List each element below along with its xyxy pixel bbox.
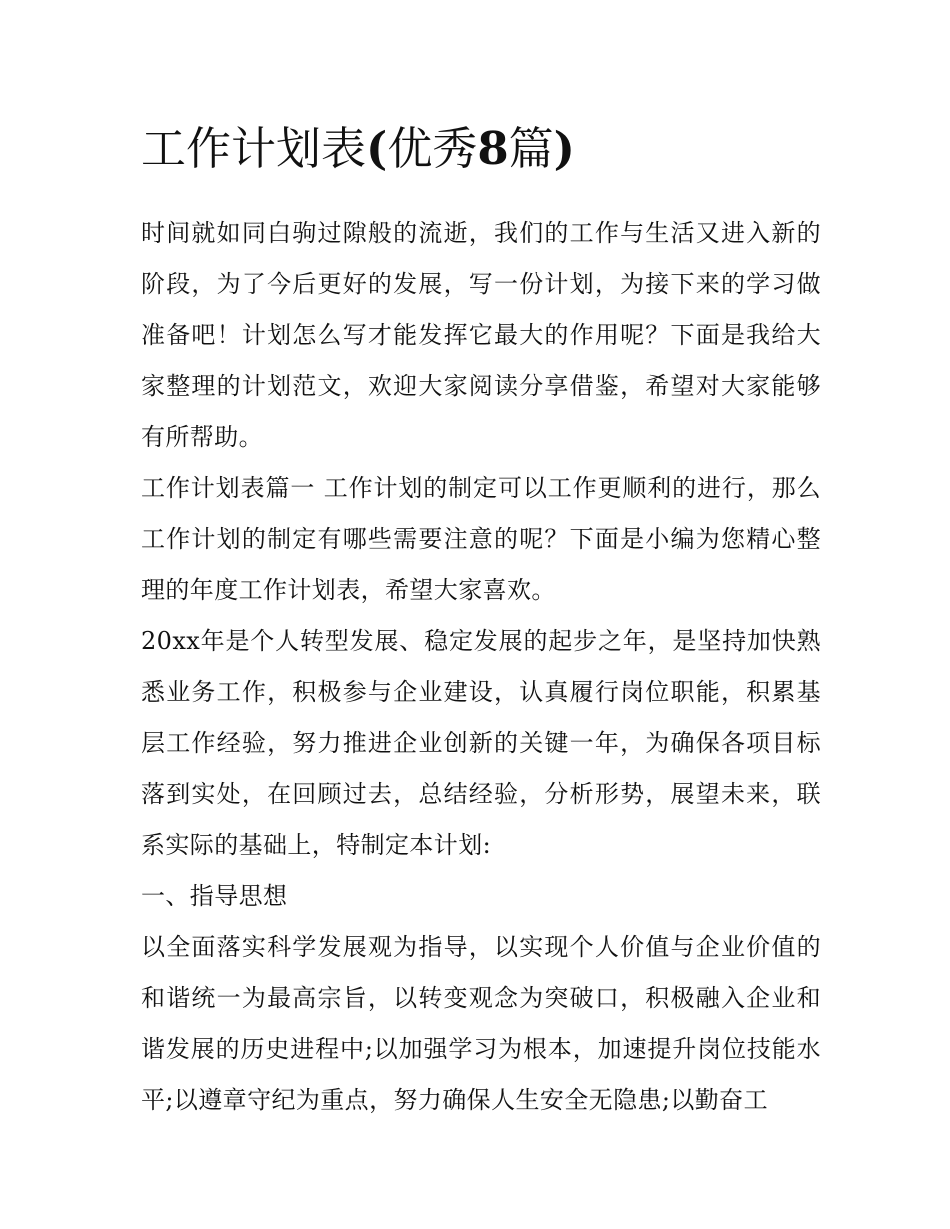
section-heading-guiding-ideology: 一、指导思想 xyxy=(141,882,288,910)
title-mid: 优秀 xyxy=(387,122,478,175)
document-content xyxy=(141,118,821,1126)
title-close-paren: ) xyxy=(553,122,575,175)
intro-paragraph: 时间就如同白驹过隙般的流逝，我们的工作与生活又进入新的阶段，为了今后更好的发展，写一份计划，为接下来的学习做准备吧！计划怎么写才能发挥它最大的作用呢？下面是我给大家整理的计划范文，欢迎大家阅读分享借鉴，希望对大家能够有所帮助。 xyxy=(141,219,821,451)
year-plan-paragraph: 20xx年是个人转型发展、稳定发展的起步之年，是坚持加快熟悉业务工作，积极参与企业建设，认真履行岗位职能，积累基层工作经验，努力推进企业创新的关键一年，为确保各项目标落到实处，在回顾过去，总结经验，分析形势，展望未来，联系实际的基础上，特制定本计划: xyxy=(141,627,821,859)
section-one-intro-paragraph: 工作计划表篇一 工作计划的制定可以工作更顺利的进行，那么工作计划的制定有哪些需要注意的呢？下面是小编为您精心整理的年度工作计划表，希望大家喜欢。 xyxy=(141,474,821,604)
title-prefix: 工作计划表 xyxy=(141,122,367,175)
guiding-ideology-paragraph: 以全面落实科学发展观为指导，以实现个人价值与企业价值的和谐统一为最高宗旨，以转变观念为突破口，积极融入企业和谐发展的历史进程中;以加强学习为根本，加速提升岗位技能水平;以遵章守纪为重点，努力确保人生安全无隐患;以勤奋工 xyxy=(141,933,821,1114)
title-number: 8 xyxy=(477,122,509,175)
title-end: 篇 xyxy=(508,122,554,175)
title-open-paren: ( xyxy=(366,122,388,175)
document-title xyxy=(141,118,821,180)
